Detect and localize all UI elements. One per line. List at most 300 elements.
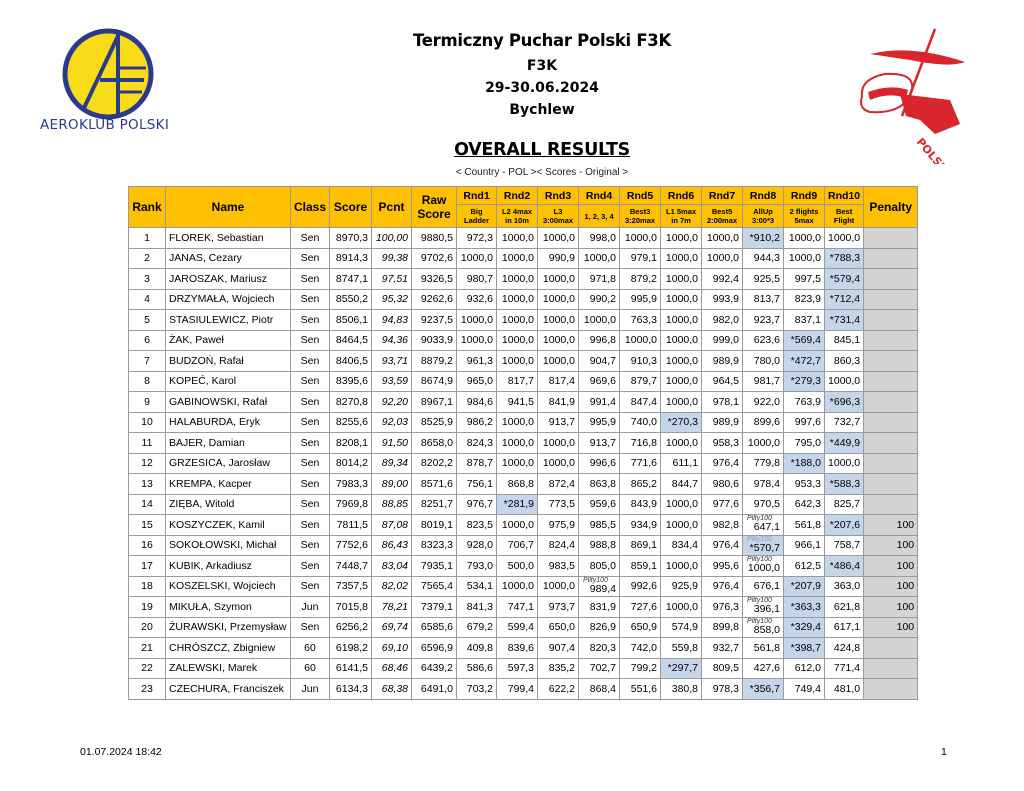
round-3-score-cell: 990,9 <box>538 248 579 269</box>
event-dates: 29-30.06.2024 <box>485 80 599 96</box>
raw-score-cell: 9880,5 <box>412 228 457 249</box>
round-6-score-cell: 1000,0 <box>661 248 702 269</box>
penalty-note: Pllty100 <box>747 556 772 564</box>
col-penalty: Penalty <box>864 187 918 228</box>
round-6-score-cell: 834,4 <box>661 535 702 556</box>
round-4-score-cell: 702,7 <box>579 658 620 679</box>
round-6-score-cell: 1000,0 <box>661 371 702 392</box>
round-5-score-cell: 979,1 <box>620 248 661 269</box>
round-6-score-cell: *270,3 <box>661 412 702 433</box>
table-row <box>129 576 918 597</box>
class-cell: 60 <box>291 638 330 659</box>
round-6-score-cell: 1000,0 <box>661 597 702 618</box>
round-1-score-cell: 534,1 <box>457 576 497 597</box>
percent-cell: 89,34 <box>372 453 412 474</box>
class-cell: Sen <box>291 269 330 290</box>
round-7-score-cell: 976,4 <box>702 576 743 597</box>
round-8-score-cell <box>743 535 784 556</box>
percent-cell: 69,10 <box>372 638 412 659</box>
pilot-name-cell: MIKUŁA, Szymon <box>166 597 291 618</box>
round-3-score-cell: 1000,0 <box>538 310 579 331</box>
raw-score-cell: 9326,5 <box>412 269 457 290</box>
round-score-value: 1000,0 <box>747 562 781 575</box>
round-5-score-cell: 727,6 <box>620 597 661 618</box>
score-cell: 7811,5 <box>330 515 372 536</box>
penalty-cell <box>864 412 918 433</box>
round-9-score-cell: *363,3 <box>784 597 825 618</box>
round-9-score-cell: 966,1 <box>784 535 825 556</box>
penalty-cell <box>864 310 918 331</box>
col-score: Score <box>330 187 372 228</box>
round-2-score-cell: 1000,0 <box>497 433 538 454</box>
pilot-name-cell: BUDZOŃ, Rafał <box>166 351 291 372</box>
pilot-name-cell: KREMPA, Kacper <box>166 474 291 495</box>
round-3-score-cell: 650,0 <box>538 617 579 638</box>
round-2-score-cell: 706,7 <box>497 535 538 556</box>
table-row <box>129 269 918 290</box>
rank-cell: 13 <box>129 474 166 495</box>
rank-cell: 10 <box>129 412 166 433</box>
round-7-score-cell: 982,0 <box>702 310 743 331</box>
page-number: 1 <box>941 746 947 758</box>
round-10-score-cell: 771,4 <box>825 658 864 679</box>
round-7-score-cell: 999,0 <box>702 330 743 351</box>
round-8-score-cell: 899,6 <box>743 412 784 433</box>
round-1-score-cell: 1000,0 <box>457 310 497 331</box>
col-pcnt: Pcnt <box>372 187 412 228</box>
class-cell: Sen <box>291 289 330 310</box>
round-2-score-cell: 1000,0 <box>497 351 538 372</box>
round-4-score-cell: 863,8 <box>579 474 620 495</box>
round-1-score-cell: 586,6 <box>457 658 497 679</box>
penalty-cell <box>864 248 918 269</box>
penalty-note: Pllty100 <box>747 515 772 523</box>
round-4-score-cell: 996,8 <box>579 330 620 351</box>
raw-score-cell: 8967,1 <box>412 392 457 413</box>
percent-cell: 94,36 <box>372 330 412 351</box>
round-10-score-cell: 481,0 <box>825 679 864 700</box>
table-row <box>129 371 918 392</box>
round-score-value: 989,4 <box>589 582 617 595</box>
round-5-score-cell: 869,1 <box>620 535 661 556</box>
class-cell: Sen <box>291 228 330 249</box>
round-9-score-cell: 1000,0 <box>784 228 825 249</box>
score-cell: 7357,5 <box>330 576 372 597</box>
score-cell: 8464,5 <box>330 330 372 351</box>
round-7-score-cell: 1000,0 <box>702 228 743 249</box>
pilot-name-cell: JANAS, Cezary <box>166 248 291 269</box>
round-6-score-cell: 1000,0 <box>661 494 702 515</box>
percent-cell: 100,00 <box>372 228 412 249</box>
round-6-score-cell: 1000,0 <box>661 556 702 577</box>
round-3-score-cell: 835,2 <box>538 658 579 679</box>
round-10-score-cell: 758,7 <box>825 535 864 556</box>
penalty-cell: 100 <box>864 535 918 556</box>
class-cell: Sen <box>291 351 330 372</box>
round-1-score-cell: 986,2 <box>457 412 497 433</box>
class-cell: Sen <box>291 474 330 495</box>
round-2-score-cell: 1000,0 <box>497 289 538 310</box>
rank-cell: 14 <box>129 494 166 515</box>
round-3-score-cell: 1000,0 <box>538 330 579 351</box>
round-8-score-cell: 944,3 <box>743 248 784 269</box>
round-score-value: 647,1 <box>753 521 781 534</box>
round-10-score-cell: 1000,0 <box>825 453 864 474</box>
col-rnd1: Rnd1 <box>457 187 497 205</box>
percent-cell: 92,20 <box>372 392 412 413</box>
pilot-name-cell: ZALEWSKI, Marek <box>166 658 291 679</box>
penalty-cell: 100 <box>864 576 918 597</box>
round-1-score-cell: 878,7 <box>457 453 497 474</box>
round-8-score-cell <box>743 617 784 638</box>
round-1-score-cell: 1000,0 <box>457 248 497 269</box>
task-rnd1: Big Ladder <box>457 205 497 228</box>
score-cell: 6134,3 <box>330 679 372 700</box>
percent-cell: 78,21 <box>372 597 412 618</box>
raw-score-cell: 8019,1 <box>412 515 457 536</box>
class-cell: Sen <box>291 412 330 433</box>
round-8-score-cell <box>743 515 784 536</box>
round-10-score-cell: 825,7 <box>825 494 864 515</box>
round-2-score-cell: 799,4 <box>497 679 538 700</box>
table-row <box>129 228 918 249</box>
class-cell: Sen <box>291 515 330 536</box>
round-2-score-cell: 817,7 <box>497 371 538 392</box>
round-6-score-cell: 559,8 <box>661 638 702 659</box>
round-5-score-cell: 1000,0 <box>620 330 661 351</box>
penalty-cell <box>864 269 918 290</box>
score-cell: 7448,7 <box>330 556 372 577</box>
round-7-score-cell: 964,5 <box>702 371 743 392</box>
class-cell: Jun <box>291 679 330 700</box>
round-4-score-cell: 988,8 <box>579 535 620 556</box>
rank-cell: 11 <box>129 433 166 454</box>
penalty-cell <box>864 494 918 515</box>
task-rnd4: 1, 2, 3, 4 <box>579 205 620 228</box>
round-9-score-cell: 997,6 <box>784 412 825 433</box>
rank-cell: 16 <box>129 535 166 556</box>
round-2-score-cell: 1000,0 <box>497 412 538 433</box>
round-5-score-cell: 910,3 <box>620 351 661 372</box>
round-10-score-cell: 621,8 <box>825 597 864 618</box>
print-timestamp: 01.07.2024 18:42 <box>80 746 162 758</box>
raw-score-cell: 7565,4 <box>412 576 457 597</box>
aeroklub-polski-logo <box>62 28 154 120</box>
percent-cell: 92,03 <box>372 412 412 433</box>
round-8-score-cell: *356,7 <box>743 679 784 700</box>
round-6-score-cell: 1000,0 <box>661 310 702 331</box>
round-1-score-cell: 756,1 <box>457 474 497 495</box>
event-title-block <box>360 27 724 121</box>
col-rnd6: Rnd6 <box>661 187 702 205</box>
penalty-cell <box>864 433 918 454</box>
table-row <box>129 474 918 495</box>
round-9-score-cell: *398,7 <box>784 638 825 659</box>
round-2-score-cell: 1000,0 <box>497 453 538 474</box>
round-8-score-cell: 922,0 <box>743 392 784 413</box>
round-3-score-cell: 1000,0 <box>538 228 579 249</box>
round-4-score-cell: 805,0 <box>579 556 620 577</box>
round-3-score-cell: 973,7 <box>538 597 579 618</box>
table-row <box>129 289 918 310</box>
round-5-score-cell: 740,0 <box>620 412 661 433</box>
raw-score-cell: 7935,1 <box>412 556 457 577</box>
round-5-score-cell: 879,2 <box>620 269 661 290</box>
round-5-score-cell: 763,3 <box>620 310 661 331</box>
round-3-score-cell: 913,7 <box>538 412 579 433</box>
table-row <box>129 310 918 331</box>
round-9-score-cell: 612,0 <box>784 658 825 679</box>
round-7-score-cell: 809,5 <box>702 658 743 679</box>
col-rnd9: Rnd9 <box>784 187 825 205</box>
round-1-score-cell: 972,3 <box>457 228 497 249</box>
round-8-score-cell: 1000,0 <box>743 433 784 454</box>
rank-cell: 7 <box>129 351 166 372</box>
round-4-score-cell: 985,5 <box>579 515 620 536</box>
class-cell: Sen <box>291 494 330 515</box>
task-rnd8: AllUp 3:00*3 <box>743 205 784 228</box>
round-6-score-cell: 1000,0 <box>661 433 702 454</box>
pilot-name-cell: DRZYMAŁA, Wojciech <box>166 289 291 310</box>
round-1-score-cell: 961,3 <box>457 351 497 372</box>
svg-text:POLSKA: POLSKA <box>913 135 956 164</box>
round-2-score-cell: 1000,0 <box>497 515 538 536</box>
rank-cell: 12 <box>129 453 166 474</box>
score-cell: 7015,8 <box>330 597 372 618</box>
round-4-score-cell: 996,6 <box>579 453 620 474</box>
round-8-score-cell: 561,8 <box>743 638 784 659</box>
round-5-score-cell: 879,7 <box>620 371 661 392</box>
percent-cell: 82,02 <box>372 576 412 597</box>
round-1-score-cell: 984,6 <box>457 392 497 413</box>
penalty-note: Pllty100 <box>583 576 608 584</box>
round-1-score-cell: 980,7 <box>457 269 497 290</box>
score-cell: 6198,2 <box>330 638 372 659</box>
round-9-score-cell: 823,9 <box>784 289 825 310</box>
score-cell: 8270,8 <box>330 392 372 413</box>
round-9-score-cell: *188,0 <box>784 453 825 474</box>
round-10-score-cell: 363,0 <box>825 576 864 597</box>
round-3-score-cell: 1000,0 <box>538 453 579 474</box>
results-body <box>129 228 918 700</box>
round-10-score-cell: 860,3 <box>825 351 864 372</box>
round-8-score-cell: 925,5 <box>743 269 784 290</box>
raw-score-cell: 9262,6 <box>412 289 457 310</box>
percent-cell: 69,74 <box>372 617 412 638</box>
round-4-score-cell: 998,0 <box>579 228 620 249</box>
penalty-cell: 100 <box>864 597 918 618</box>
rank-cell: 8 <box>129 371 166 392</box>
round-9-score-cell: *569,4 <box>784 330 825 351</box>
round-3-score-cell: 975,9 <box>538 515 579 536</box>
percent-cell: 94,83 <box>372 310 412 331</box>
score-cell: 6141,5 <box>330 658 372 679</box>
round-10-score-cell: *579,4 <box>825 269 864 290</box>
round-8-score-cell: 623,6 <box>743 330 784 351</box>
task-rnd5: Best3 3:20max <box>620 205 661 228</box>
round-7-score-cell: 958,3 <box>702 433 743 454</box>
score-cell: 8406,5 <box>330 351 372 372</box>
raw-score-cell: 8323,3 <box>412 535 457 556</box>
penalty-cell: 100 <box>864 515 918 536</box>
score-cell: 7752,6 <box>330 535 372 556</box>
round-4-score-cell: 913,7 <box>579 433 620 454</box>
table-row <box>129 515 918 536</box>
round-9-score-cell: *329,4 <box>784 617 825 638</box>
rank-cell: 6 <box>129 330 166 351</box>
rank-cell: 22 <box>129 658 166 679</box>
percent-cell: 68,46 <box>372 658 412 679</box>
round-10-score-cell: *588,3 <box>825 474 864 495</box>
score-cell: 8208,1 <box>330 433 372 454</box>
round-1-score-cell: 409,8 <box>457 638 497 659</box>
raw-score-cell: 8571,6 <box>412 474 457 495</box>
table-row <box>129 330 918 351</box>
round-3-score-cell: 1000,0 <box>538 269 579 290</box>
round-9-score-cell: 953,3 <box>784 474 825 495</box>
round-8-score-cell: *910,2 <box>743 228 784 249</box>
table-row <box>129 412 918 433</box>
pilot-name-cell: BAJER, Damian <box>166 433 291 454</box>
round-5-score-cell: 992,6 <box>620 576 661 597</box>
table-row <box>129 494 918 515</box>
round-7-score-cell: 989,9 <box>702 412 743 433</box>
percent-cell: 68,38 <box>372 679 412 700</box>
round-3-score-cell: 1000,0 <box>538 433 579 454</box>
score-cell: 8014,2 <box>330 453 372 474</box>
round-3-score-cell: 773,5 <box>538 494 579 515</box>
class-cell: Sen <box>291 617 330 638</box>
round-7-score-cell: 978,3 <box>702 679 743 700</box>
col-class: Class <box>291 187 330 228</box>
pilot-name-cell: KOSZELSKI, Wojciech <box>166 576 291 597</box>
round-9-score-cell: 1000,0 <box>784 248 825 269</box>
round-2-score-cell: *281,9 <box>497 494 538 515</box>
round-4-score-cell: 990,2 <box>579 289 620 310</box>
penalty-cell <box>864 392 918 413</box>
pilot-name-cell: HALABURDA, Eryk <box>166 412 291 433</box>
round-9-score-cell: 749,4 <box>784 679 825 700</box>
round-10-score-cell: *712,4 <box>825 289 864 310</box>
col-rnd3: Rnd3 <box>538 187 579 205</box>
round-5-score-cell: 859,1 <box>620 556 661 577</box>
penalty-note: Pllty100 <box>747 535 772 543</box>
round-7-score-cell: 976,3 <box>702 597 743 618</box>
class-cell: Sen <box>291 371 330 392</box>
table-row <box>129 433 918 454</box>
round-5-score-cell: 995,9 <box>620 289 661 310</box>
rank-cell: 23 <box>129 679 166 700</box>
round-5-score-cell: 551,6 <box>620 679 661 700</box>
round-9-score-cell: 763,9 <box>784 392 825 413</box>
round-8-score-cell: 981,7 <box>743 371 784 392</box>
round-score-value: *570,7 <box>749 541 781 554</box>
round-7-score-cell: 993,9 <box>702 289 743 310</box>
round-9-score-cell: 997,5 <box>784 269 825 290</box>
pilot-name-cell: ŻURAWSKI, Przemysław <box>166 617 291 638</box>
round-7-score-cell: 976,4 <box>702 453 743 474</box>
round-2-score-cell: 1000,0 <box>497 576 538 597</box>
round-9-score-cell: 612,5 <box>784 556 825 577</box>
round-1-score-cell: 1000,0 <box>457 330 497 351</box>
round-5-score-cell: 865,2 <box>620 474 661 495</box>
raw-score-cell: 6439,2 <box>412 658 457 679</box>
col-rnd5: Rnd5 <box>620 187 661 205</box>
percent-cell: 99,38 <box>372 248 412 269</box>
penalty-cell <box>864 474 918 495</box>
round-8-score-cell: 780,0 <box>743 351 784 372</box>
table-row <box>129 248 918 269</box>
round-7-score-cell: 1000,0 <box>702 248 743 269</box>
percent-cell: 97,51 <box>372 269 412 290</box>
raw-score-cell: 6491,0 <box>412 679 457 700</box>
event-class: F3K <box>526 58 558 74</box>
pilot-name-cell: FLOREK, Sebastian <box>166 228 291 249</box>
raw-score-cell: 8879,2 <box>412 351 457 372</box>
task-rnd10: Best Flight <box>825 205 864 228</box>
score-cell: 8550,2 <box>330 289 372 310</box>
col-name: Name <box>166 187 291 228</box>
round-4-score-cell: 995,9 <box>579 412 620 433</box>
score-cell: 8747,1 <box>330 269 372 290</box>
round-4-score-cell <box>579 576 620 597</box>
class-cell: Sen <box>291 330 330 351</box>
penalty-note: Pllty100 <box>747 617 772 625</box>
table-row <box>129 535 918 556</box>
round-5-score-cell: 843,9 <box>620 494 661 515</box>
rank-cell: 4 <box>129 289 166 310</box>
penalty-cell <box>864 453 918 474</box>
percent-cell: 95,32 <box>372 289 412 310</box>
task-rnd9: 2 flights 5max <box>784 205 825 228</box>
class-cell: 60 <box>291 658 330 679</box>
round-2-score-cell: 1000,0 <box>497 269 538 290</box>
round-8-score-cell: 923,7 <box>743 310 784 331</box>
round-10-score-cell: *207,6 <box>825 515 864 536</box>
round-9-score-cell: *472,7 <box>784 351 825 372</box>
round-8-score-cell: 970,5 <box>743 494 784 515</box>
round-4-score-cell: 820,3 <box>579 638 620 659</box>
pilot-name-cell: STASIULEWICZ, Piotr <box>166 310 291 331</box>
raw-score-cell: 9702,6 <box>412 248 457 269</box>
penalty-cell: 100 <box>864 617 918 638</box>
round-8-score-cell <box>743 556 784 577</box>
rank-cell: 19 <box>129 597 166 618</box>
round-9-score-cell: 642,3 <box>784 494 825 515</box>
col-rank: Rank <box>129 187 166 228</box>
class-cell: Sen <box>291 310 330 331</box>
round-2-score-cell: 597,3 <box>497 658 538 679</box>
round-3-score-cell: 1000,0 <box>538 351 579 372</box>
penalty-cell <box>864 679 918 700</box>
round-2-score-cell: 1000,0 <box>497 310 538 331</box>
round-7-score-cell: 977,6 <box>702 494 743 515</box>
rank-cell: 9 <box>129 392 166 413</box>
score-cell: 8506,1 <box>330 310 372 331</box>
class-cell: Sen <box>291 535 330 556</box>
round-2-score-cell: 839,6 <box>497 638 538 659</box>
task-rnd7: Best5 2:00max <box>702 205 743 228</box>
pilot-name-cell: ŻAK, Paweł <box>166 330 291 351</box>
rank-cell: 17 <box>129 556 166 577</box>
round-3-score-cell: 817,4 <box>538 371 579 392</box>
raw-score-cell: 8658,0 <box>412 433 457 454</box>
raw-score-cell: 9033,9 <box>412 330 457 351</box>
round-6-score-cell: 844,7 <box>661 474 702 495</box>
round-5-score-cell: 742,0 <box>620 638 661 659</box>
round-7-score-cell: 978,1 <box>702 392 743 413</box>
task-rnd6: L1 5max in 7m <box>661 205 702 228</box>
